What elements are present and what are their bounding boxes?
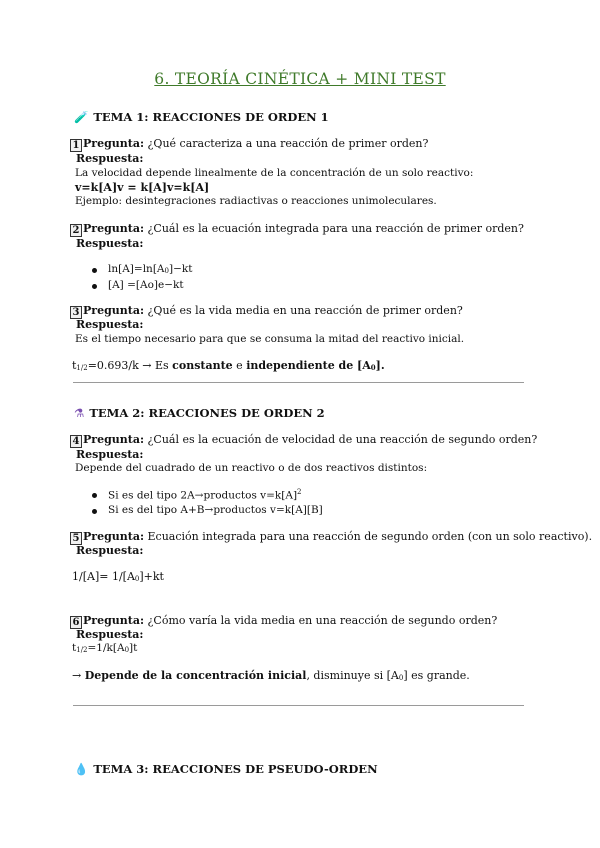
list-item: $\ln[A]=\ln[A_0]-kt$ — [92, 263, 192, 279]
answer-line: La velocidad depende linealmente de la concentración de un solo reactivo: — [75, 167, 474, 179]
pregunta-label: Pregunta: — [83, 137, 145, 150]
list-item: Si es del tipo A+B→productos v=k[A][B] — [92, 504, 323, 520]
answer-line: Es el tiempo necesario para que se consuma la mitad del reactivo inicial. — [75, 333, 465, 345]
section-divider — [73, 382, 524, 383]
respuesta-label: Respuesta: — [76, 628, 144, 641]
respuesta-label: Respuesta: — [76, 318, 144, 331]
list-item: [A] =[Ao]e−kt — [92, 279, 192, 295]
pregunta-label: Pregunta: — [83, 222, 145, 235]
half-life-formula: $t_{1/2}=0.693/k \to Es$ constante e independiente de $[A_0]$. — [72, 359, 385, 372]
respuesta-label: Respuesta: — [76, 152, 144, 165]
question-3 — [70, 304, 463, 319]
respuesta-label: Respuesta: — [76, 448, 144, 461]
question-number-badge: 4 — [70, 435, 82, 448]
question-1 — [70, 137, 428, 152]
half-life-formula: $t_{1/2}=1/k[A_0]t$ — [72, 642, 138, 654]
question-text: ¿Cuál es la ecuación de velocidad de una reacción de segundo orden? — [144, 433, 538, 446]
second-order-integrated: $1/[A]= 1/[A_0]+kt$ — [72, 570, 164, 583]
question-text: Ecuación integrada para una reacción de segundo orden (con un solo reactivo). — [144, 530, 593, 543]
test-tube-icon: 🧪 — [74, 110, 89, 124]
pregunta-label: Pregunta: — [83, 433, 145, 446]
question-text: ¿Qué caracteriza a una reacción de primer orden? — [144, 137, 429, 150]
question-text: ¿Cuál es la ecuación integrada para una reacción de primer orden? — [144, 222, 524, 235]
tema-2-heading — [74, 406, 325, 420]
tema-1-label: TEMA 1: REACCIONES DE ORDEN 1 — [93, 110, 329, 124]
page-title: 6. TEORÍA CINÉTICA + MINI TEST — [154, 70, 446, 88]
question-5 — [70, 530, 592, 545]
answer-line: Depende del cuadrado de un reactivo o de dos reactivos distintos: — [75, 462, 428, 474]
flask-icon: ⚗ — [74, 406, 85, 420]
tema-3-heading — [74, 762, 378, 776]
respuesta-label: Respuesta: — [76, 237, 144, 250]
question-number-badge: 6 — [70, 616, 82, 629]
bullet-list — [92, 488, 323, 520]
bullet-list — [92, 263, 192, 295]
answer-example: Ejemplo: desintegraciones radiactivas o reacciones unimoleculares. — [75, 195, 437, 207]
respuesta-label: Respuesta: — [76, 544, 144, 557]
tema-2-label: TEMA 2: REACCIONES DE ORDEN 2 — [89, 406, 325, 420]
section-divider — [73, 705, 524, 706]
question-number-badge: 1 — [70, 139, 82, 152]
question-text: ¿Cómo varía la vida media en una reacción de segundo orden? — [144, 614, 498, 627]
question-text: ¿Qué es la vida media en una reacción de primer orden? — [144, 304, 463, 317]
pregunta-label: Pregunta: — [83, 614, 145, 627]
question-2 — [70, 222, 524, 237]
question-number-badge: 3 — [70, 306, 82, 319]
rate-equation: v=k[A]v = k[A]v=k[A] — [75, 181, 210, 194]
pregunta-label: Pregunta: — [83, 530, 145, 543]
pregunta-label: Pregunta: — [83, 304, 145, 317]
question-6 — [70, 614, 497, 629]
list-item: Si es del tipo 2A→productos $v=k[A]^2$ — [92, 488, 323, 504]
tema-1-heading — [74, 110, 329, 124]
tema-3-label: TEMA 3: REACCIONES DE PSEUDO-ORDEN — [93, 762, 378, 776]
question-number-badge: 5 — [70, 532, 82, 545]
half-life-conclusion: → Depende de la concentración inicial, disminuye si $[A_0]$ es grande. — [72, 669, 470, 682]
question-number-badge: 2 — [70, 224, 82, 237]
droplet-icon: 💧 — [74, 762, 89, 776]
question-4 — [70, 433, 537, 448]
